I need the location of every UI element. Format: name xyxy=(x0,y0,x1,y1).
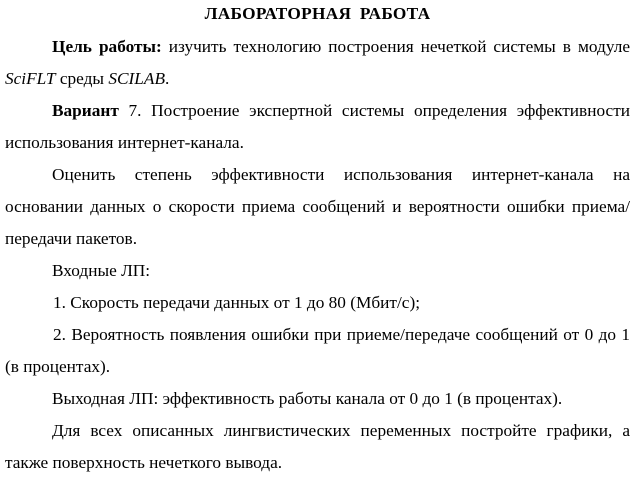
goal-paragraph xyxy=(5,31,630,95)
input-item-1: 1. Скорость передачи данных от 1 до 80 (Мбит/с); xyxy=(53,293,421,312)
goal-module: SciFLT xyxy=(5,69,56,88)
goal-env: SCILAB xyxy=(108,69,166,88)
variant-label: Вариант xyxy=(52,101,119,120)
goal-text-2: среды xyxy=(55,69,109,88)
inputs-heading: Входные ЛП: xyxy=(52,261,151,280)
variant-text: . Построение экспертной системы определения эффективности использования интернет-канала. xyxy=(5,101,630,152)
goal-text-1: изучить технологию построения нечеткой системы в модуле xyxy=(161,37,630,56)
instruction-paragraph: Для всех описанных лингвистических переменных постройте графики, а также поверхность нечеткого вывода. xyxy=(5,421,630,472)
output-paragraph: Выходная ЛП: эффективность работы канала от 0 до 1 (в процентах). xyxy=(52,389,563,408)
variant-paragraph xyxy=(5,95,630,159)
goal-text-3: . xyxy=(165,69,170,88)
document-title: ЛАБОРАТОРНАЯ РАБОТА xyxy=(204,4,431,23)
task-paragraph: Оценить степень эффективности использования интернет-канала на основании данных о скорости приема сообщений и вероятности ошибки приема/передачи пакетов. xyxy=(5,165,630,248)
goal-label: Цель работы: xyxy=(52,37,162,56)
variant-number: 7 xyxy=(118,101,138,120)
input-item-2: 2. Вероятность появления ошибки при приеме/передаче сообщений от 0 до 1 (в процентах). xyxy=(5,325,630,376)
